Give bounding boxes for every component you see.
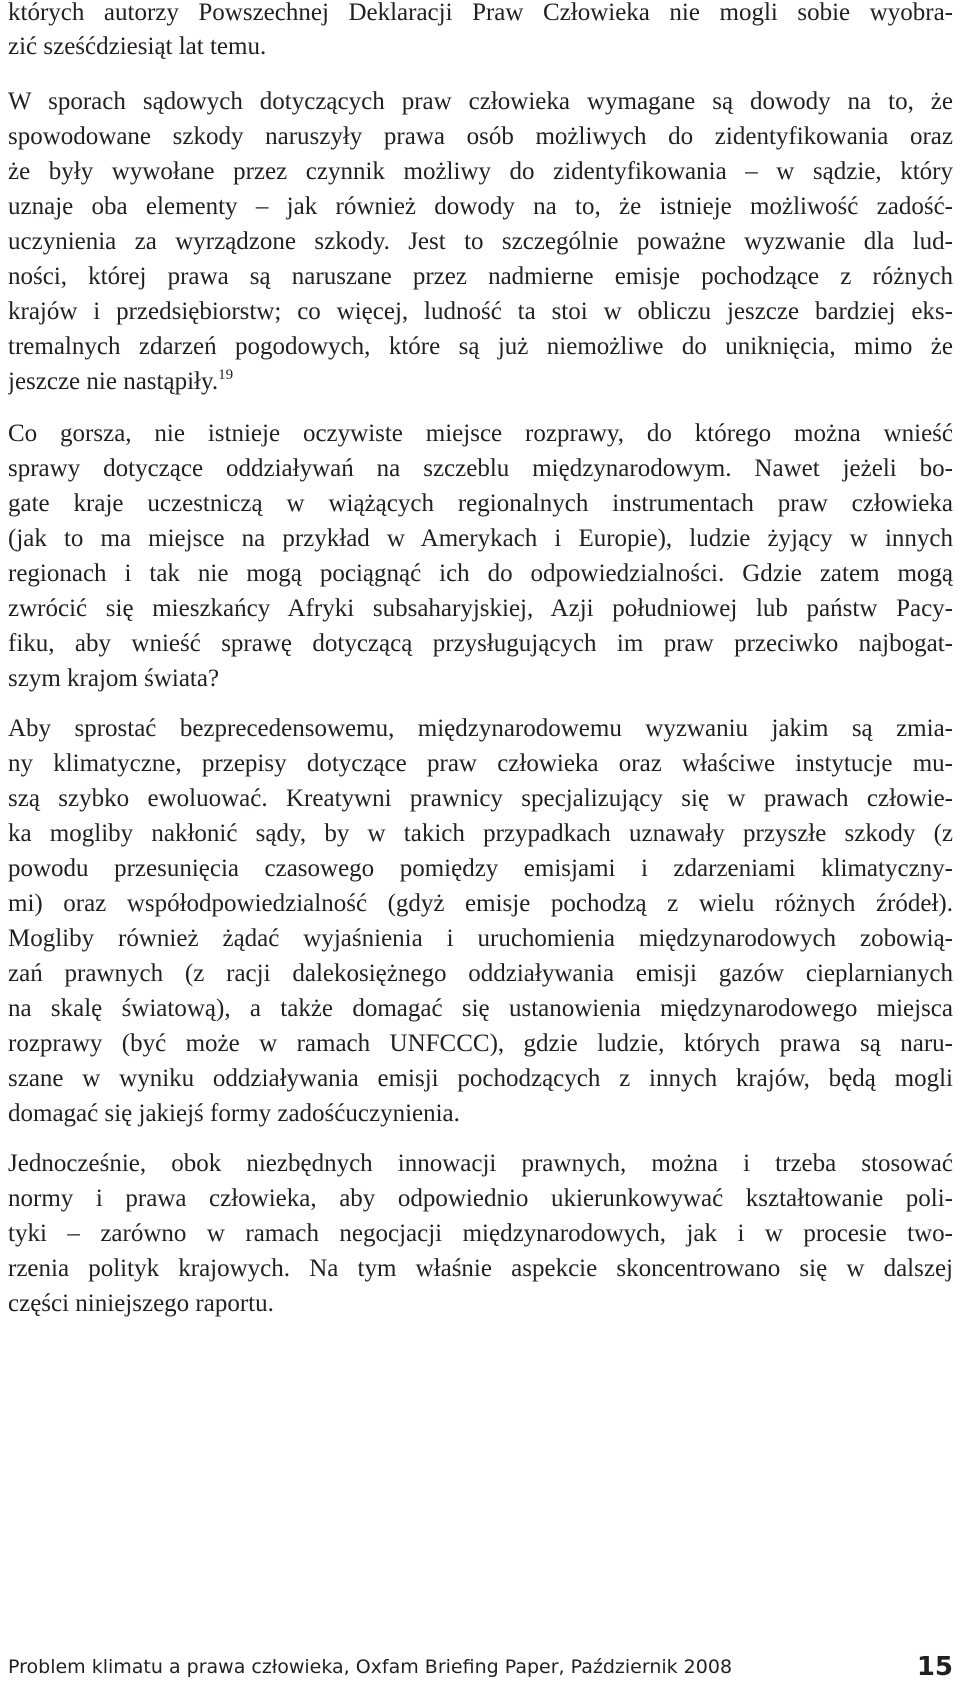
text-line: Jednocześnie, obok niezbędnych innowacji prawnych, można i trzeba stosować [8, 1150, 953, 1177]
text-line: mi) oraz współodpowiedzialność (gdyż emisje pochodzą z wielu różnych źródeł). [8, 890, 953, 917]
text-line: powodu przesunięcia czasowego pomiędzy emisjami i zdarzeniami klimatyczny- [8, 855, 953, 882]
text-line: normy i prawa człowieka, aby odpowiednio ukierunkowywać kształtowanie poli- [8, 1185, 953, 1212]
text-line: sprawy dotyczące oddziaływań na szczeblu międzynarodowym. Nawet jeżeli bo- [8, 455, 953, 482]
text-line: uczynienia za wyrządzone szkody. Jest to szczególnie poważne wyzwanie dla lud- [8, 228, 953, 255]
text-line: szym krajom świata? [8, 665, 220, 692]
text-line: tremalnych zdarzeń pogodowych, które są już niemożliwe do uniknięcia, mimo że [8, 333, 953, 360]
footer-title: Problem klimatu a prawa człowieka, Oxfam Briefing Paper, Październik 2008 [8, 1656, 733, 1678]
text-line: zwrócić się mieszkańcy Afryki subsaharyjskiej, Azji południowej lub państw Pacy- [8, 595, 953, 622]
text-line: (jak to ma miejsce na przykład w Amerykach i Europie), ludzie żyjący w innych [8, 525, 953, 552]
footnote-reference[interactable]: 19 [218, 367, 234, 383]
text-line: spowodowane szkody naruszyły prawa osób możliwych do zidentyfikowania oraz [8, 123, 953, 150]
text-line: fiku, aby wnieść sprawę dotyczącą przysługujących im praw przeciwko najbogat- [8, 630, 953, 657]
text-line: regionach i tak nie mogą pociągnąć ich do odpowiedzialności. Gdzie zatem mogą [8, 560, 953, 587]
text-line: części niniejszego raportu. [8, 1290, 274, 1317]
text-line: rozprawy (być może w ramach UNFCCC), gdzie ludzie, których prawa są naru- [8, 1030, 953, 1057]
text-line: Mogliby również żądać wyjaśnienia i uruchomienia międzynarodowych zobowią- [8, 925, 953, 952]
text-line: krajów i przedsiębiorstw; co więcej, ludność ta stoi w obliczu jeszcze bardziej eks- [8, 298, 953, 325]
text-line: Aby sprostać bezprecedensowemu, międzynarodowemu wyzwaniu jakim są zmia- [8, 715, 953, 742]
text-line: na skalę światową), a także domagać się ustanowienia międzynarodowego miejsca [8, 995, 953, 1022]
text-line: uznaje oba elementy – jak również dowody na to, że istnieje możliwość zadość- [8, 193, 953, 220]
text-line: gate kraje uczestniczą w wiążących regionalnych instrumentach praw człowieka [8, 490, 953, 517]
text-line: których autorzy Powszechnej Deklaracji Praw Człowieka nie mogli sobie wyobra- [8, 0, 953, 26]
text-line: ności, której prawa są naruszane przez nadmierne emisje pochodzące z różnych [8, 263, 953, 290]
text-line: tyki – zarówno w ramach negocjacji międzynarodowych, jak i w procesie two- [8, 1220, 953, 1247]
page-footer [8, 1652, 953, 1682]
text-line: ka mogliby nakłonić sądy, by w takich przypadkach uznawały przyszłe szkody (z [8, 820, 953, 847]
text-line: zić sześćdziesiąt lat temu. [8, 33, 267, 60]
text-line: zań prawnych (z racji dalekosiężnego oddziaływania emisji gazów cieplarnianych [8, 960, 953, 987]
text-line: że były wywołane przez czynnik możliwy do zidentyfikowania – w sądzie, który [8, 158, 953, 185]
page-number: 15 [916, 1652, 953, 1682]
text-line: domagać się jakiejś formy zadośćuczynienia. [8, 1100, 460, 1127]
line-text: jeszcze nie nastąpiły. [8, 368, 219, 395]
text-line: szą szybko ewoluować. Kreatywni prawnicy specjalizujący się w prawach człowie- [8, 785, 953, 812]
text-line: ny klimatyczne, przepisy dotyczące praw człowieka oraz właściwe instytucje mu- [8, 750, 953, 777]
text-line: szane w wyniku oddziaływania emisji pochodzących z innych krajów, będą mogli [8, 1065, 953, 1092]
text-line: rzenia polityk krajowych. Na tym właśnie aspekcie skoncentrowano się w dalszej [8, 1255, 953, 1282]
text-line: Co gorsza, nie istnieje oczywiste miejsce rozprawy, do którego można wnieść [8, 420, 953, 447]
text-line [8, 365, 953, 399]
text-line: W sporach sądowych dotyczących praw człowieka wymagane są dowody na to, że [8, 88, 953, 115]
